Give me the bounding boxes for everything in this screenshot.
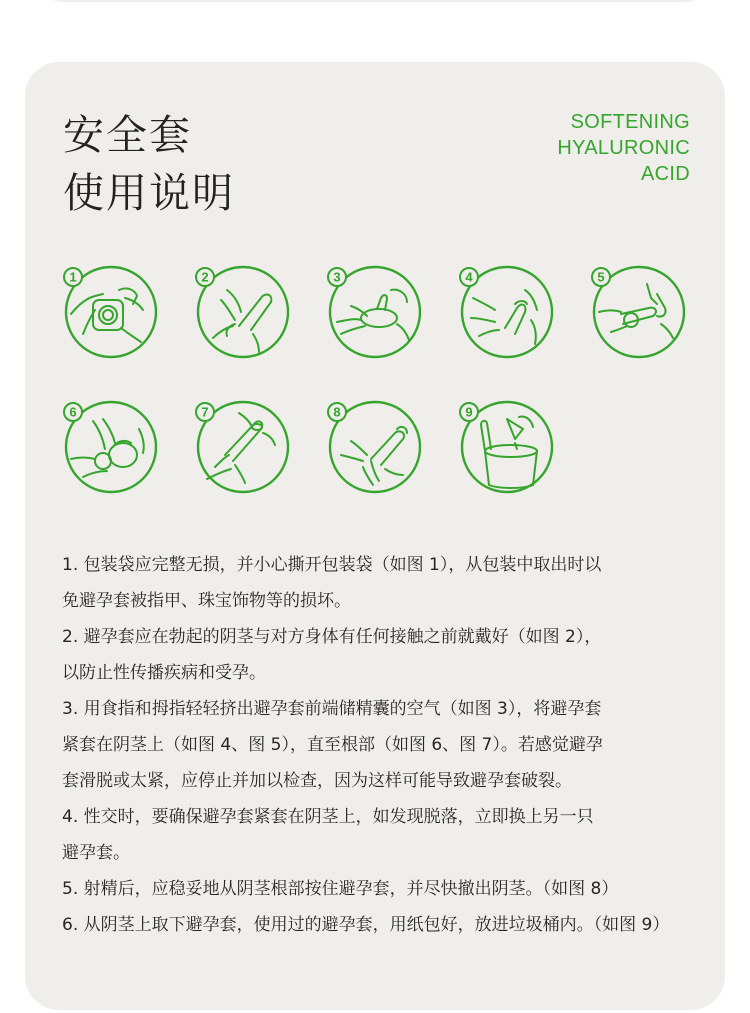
instruction-card bbox=[25, 62, 725, 1010]
previous-card-edge bbox=[40, 0, 708, 2]
title-line-1: 安全套 bbox=[63, 111, 192, 159]
instruction-line: 1. 包装袋应完整无损，并小心撕开包装袋（如图 1），从包装中取出时以 bbox=[62, 555, 602, 575]
hold-base-withdraw-icon bbox=[327, 399, 423, 495]
brand-tagline bbox=[557, 109, 690, 187]
step-number: 6 bbox=[69, 404, 77, 420]
brand-line-2: HYALURONIC bbox=[557, 137, 690, 159]
page-title bbox=[63, 106, 235, 222]
instruction-text bbox=[62, 547, 702, 943]
step-number: 5 bbox=[597, 269, 605, 285]
instruction-line: 避孕套。 bbox=[62, 843, 130, 863]
check-fit-icon bbox=[195, 399, 291, 495]
brand-line-3: ACID bbox=[641, 163, 690, 185]
instruction-line: 5. 射精后，应稳妥地从阴茎根部按住避孕套，并尽快撤出阴茎。（如图 8） bbox=[62, 879, 619, 899]
step-number: 4 bbox=[465, 269, 473, 285]
roll-down-icon bbox=[591, 264, 687, 360]
step-number: 2 bbox=[201, 269, 209, 285]
erection-ready-icon bbox=[195, 264, 291, 360]
step-number: 8 bbox=[333, 404, 341, 420]
instruction-line: 2. 避孕套应在勃起的阴茎与对方身体有任何接触之前就戴好（如图 2）， bbox=[62, 627, 602, 647]
instruction-line: 紧套在阴茎上（如图 4、图 5），直至根部（如图 6、图 7）。若感觉避孕 bbox=[62, 735, 603, 755]
instruction-line: 4. 性交时，要确保避孕套紧套在阴茎上，如发现脱落，立即换上另一只 bbox=[62, 807, 594, 827]
instruction-line: 3. 用食指和拇指轻轻挤出避孕套前端储精囊的空气（如图 3），将避孕套 bbox=[62, 699, 602, 719]
step-number: 7 bbox=[201, 404, 209, 420]
step-number: 9 bbox=[465, 404, 473, 420]
title-line-2: 使用说明 bbox=[63, 169, 235, 217]
open-package-icon bbox=[63, 264, 159, 360]
full-length-icon bbox=[63, 399, 159, 495]
step-icon-grid bbox=[63, 264, 703, 504]
instruction-line: 免避孕套被指甲、珠宝饰物等的损坏。 bbox=[62, 591, 351, 611]
step-number: 1 bbox=[69, 269, 77, 285]
squeeze-tip-icon bbox=[327, 264, 423, 360]
step-number: 3 bbox=[333, 269, 341, 285]
instruction-line: 6. 从阴茎上取下避孕套，使用过的避孕套，用纸包好，放进垃圾桶内。（如图 9） bbox=[62, 915, 670, 935]
roll-on-icon bbox=[459, 264, 555, 360]
brand-line-1: SOFTENING bbox=[570, 111, 690, 133]
instruction-line: 以防止性传播疾病和受孕。 bbox=[62, 663, 266, 683]
dispose-trash-icon bbox=[459, 399, 555, 495]
instruction-line: 套滑脱或太紧，应停止并加以检查，因为这样可能导致避孕套破裂。 bbox=[62, 771, 572, 791]
